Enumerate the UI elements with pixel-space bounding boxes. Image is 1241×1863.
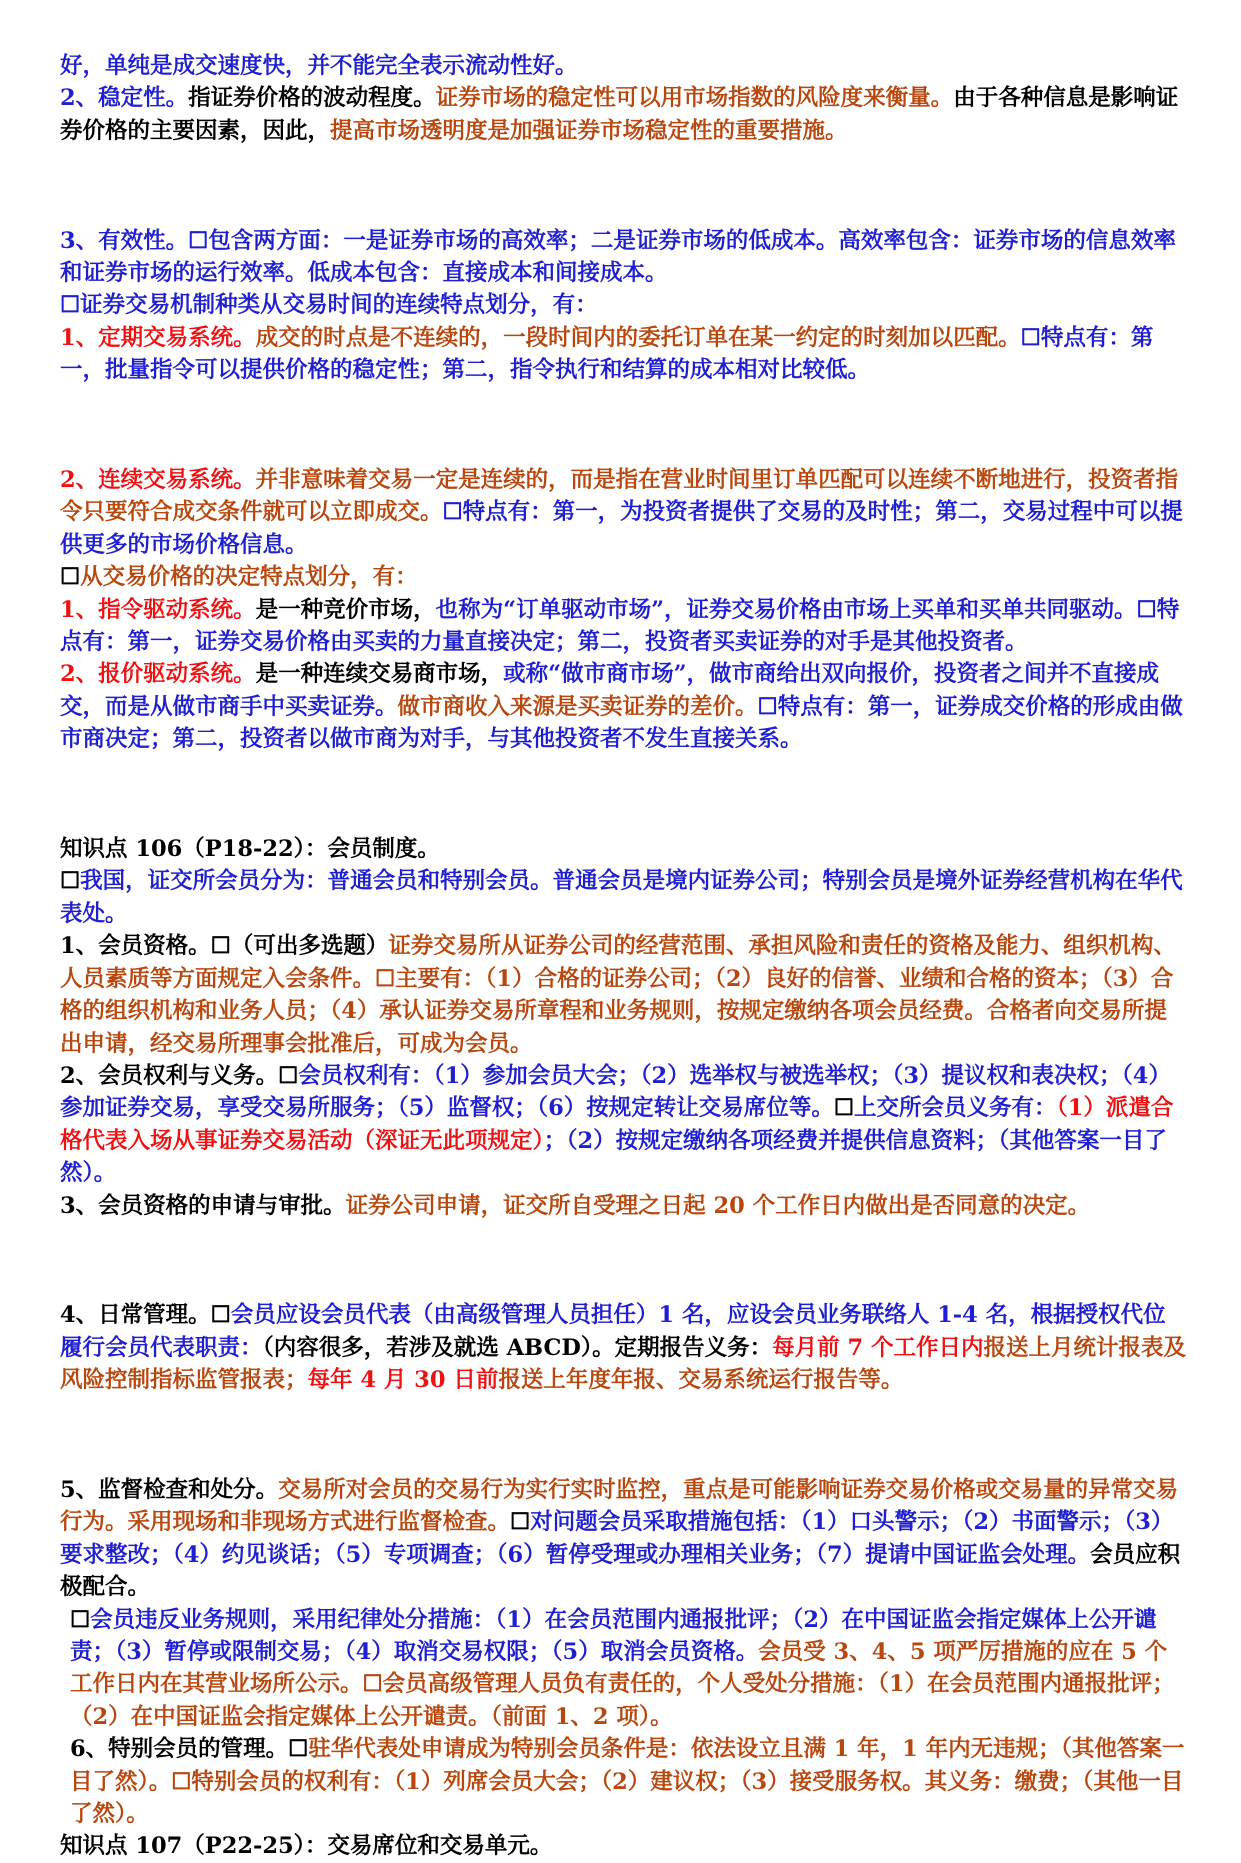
text-run: 2、会员权利与义务。☐ (60, 1062, 299, 1089)
text-run: 知识点 107（P22-25）：交易席位和交易单元。 (60, 1833, 553, 1860)
text-run: 从交易价格的决定特点划分，有： (80, 564, 418, 591)
text-run: 报送上月统计报表及风险控制指标监管报表； (60, 1334, 1187, 1394)
paragraph-member-rights (60, 1060, 1188, 1190)
text-run: ☐ (60, 564, 81, 591)
text-run: 1、会员资格。☐（可出多选题） (60, 933, 389, 960)
text-run: 2、稳定性。 (60, 85, 189, 112)
text-run: 好，单纯是成交速度快，并不能完全表示流动性好。 (60, 53, 578, 79)
text-run: 6、特别会员的管理。☐ (70, 1736, 309, 1763)
paragraph-member-application (60, 1190, 1188, 1222)
text-run: 上交所会员义务有： (854, 1095, 1057, 1122)
text-run: 1、指令驱动系统。 (60, 596, 256, 623)
text-run: ☐ (70, 1606, 91, 1633)
paragraph-member-types (60, 865, 1188, 930)
text-run: 会员应积极配合。 (60, 1541, 1181, 1601)
text-run: ☐ (60, 868, 81, 895)
text-run: ；（2）按规定缴纳各项经费并提供信息资料；（其他答案一目了然）。 (60, 1127, 1167, 1187)
paragraph-efficiency (60, 225, 1188, 290)
paragraph-quote-driven (60, 658, 1188, 755)
text-run: 驻华代表处申请成为特别会员条件是：依法设立且满 1 年，1 年内无违规；（其他答案一目了然）。☐特别会员的权利有：（1）列席会员大会；（2）建议权；（3）接受服务权。其义务：缴费；（其他一目了然）。 (70, 1736, 1185, 1828)
text-run: ☐特点有：第一，为投资者提供了交易的及时性；第二，交易过程中可以提供更多的市场价格信息。 (60, 499, 1183, 558)
paragraph-stability (60, 82, 1188, 147)
text-run: ☐ (510, 1509, 531, 1536)
text-run: 是一种竞价市场， (255, 596, 436, 623)
text-run: 3、有效性。☐包含两方面：一是证券市场的高效率；二是证券市场的低成本。高效率包含：证券市场的信息效率和证券市场的运行效率。低成本包含：直接成本和间接成本。 (60, 227, 1176, 287)
text-run: （内容很多，若涉及就选 ABCD）。定期报告义务： (262, 1334, 773, 1361)
text-run: 提高市场透明度是加强证券市场稳定性的重要措施。 (330, 117, 848, 144)
paragraph-member-qualification (60, 930, 1188, 1060)
paragraph-continuous-system (60, 464, 1188, 561)
gap (60, 409, 1188, 441)
heading-knowledge-107 (60, 1830, 1188, 1862)
text-run: 或称“做市商市场”，做市商给出双向报价，投资者之间并不直接成交，而是从做市商手中买卖证券。 (60, 661, 1160, 720)
text-run: ☐特点有：第一，证券成交价格的形成由做市商决定；第二，投资者以做市商为对手，与其他投资者不发生直接关系。 (60, 693, 1183, 753)
text-run: 证券交易所从证券公司的经营范围、承担风险和责任的资格及能力、组织机构、人员素质等方面 (60, 933, 1176, 992)
paragraph-mechanism-price (60, 561, 1188, 593)
paragraph-special-member (60, 1733, 1188, 1830)
text-run: 由于各种信息是影响证券价格的主要因素，因此， (60, 85, 1179, 144)
text-run: （1）派遣合格代表入场从事证券交易活动（深证无此项规定） (60, 1095, 1174, 1154)
text-run: 会员应设会员代表（由高级管理人员担任）1 名，应设会员业务联络人 1-4 名，根据授权代位履行会员代表职责： (60, 1302, 1166, 1361)
text-run: 证券公司申请，证交所自受理之日起 20 个工作日内做出是否同意的决定。 (345, 1192, 1091, 1219)
text-run: 成交的时点是不连续的，一段时间内的委托订单在某一约定的时刻加以匹配。 (255, 324, 1021, 351)
text-run: 证券市场的稳定性可以用市场指数的风险度来衡量。 (435, 85, 954, 112)
text-run: 规定入会条件。☐主要有：（1）合格的证券公司；（2）良好的信誉、业绩和合格的资本；（3）合格的组织机构和业务人员；（4）承认证券交易所章程和业务规则，按规定缴纳各项会员经费。合格者向交易所提出申请，经交易所理事会批准后，可成为会员。 (60, 965, 1174, 1057)
gap (60, 1244, 1188, 1276)
gap (60, 1419, 1188, 1451)
paragraph-discipline (60, 1604, 1188, 1734)
heading-knowledge-106 (60, 833, 1188, 865)
text-run: 对问题会员采取措施包括：（1）口头警示；（2）书面警示；（3）要求整改；（4）约见谈话；（5）专项调查；（6）暂停受理或办理相关业务；（7）提请中国证监会处理。 (60, 1509, 1174, 1568)
text-run: 1、定期交易系统。 (60, 324, 256, 351)
text-run: ☐证券交易机制种类从交易时间的连续特点划分，有： (60, 292, 598, 319)
gap (60, 778, 1188, 810)
text-run: 3、会员资格的申请与审批。 (60, 1192, 346, 1219)
text-run: 也称为“订单驱动市场”，证券交易价格由市场上买单和买单共同驱动。☐特点有：第一，证券交易价格由买卖的力量直接决定；第二，投资者买卖证券的对手是其他投资者。 (60, 596, 1180, 656)
text-run: 会员权利有：（1）参加会员大会；（2）选举权与被选举权；（3）提议权和表决权；（4）参加证券交易，享受交易所服务；（5）监督权；（6）按规定转让交易席位等。 (60, 1062, 1171, 1122)
text-run: 会员违反业务规则，采用纪律处分措施：（1）在会员范围内通报批评；（2）在中国证监会指定媒体上公开谴责；（3）暂停或限制交易；（4）取消交易权限；（5）取消会员资格。 (70, 1606, 1157, 1665)
paragraph-mechanism-time (60, 289, 1188, 321)
text-run: 会员受 3、4、5 项严厉措施的应在 5 个工作日内在其营业场所公示。☐会员高级管理人员负有责任的，个人受处分措施：（1）在会员范围内通报批评；（2）在中国证监会指定媒体上公开谴责。（前面 1、2 项）。 (70, 1638, 1175, 1730)
text-run: 4、日常管理。☐ (60, 1302, 231, 1329)
text-run: 是一种连续交易商市场， (255, 661, 504, 688)
gap (60, 170, 1188, 202)
text-run: 交易所对会员的交易行为实行实时监控，重点是可能影响证券交易价格或交易量的异常交易行为。采用现场和非现场方式进行监督检查。 (60, 1476, 1179, 1536)
text-run: 报送上年度年报、交易系统运行报告等。 (498, 1367, 904, 1394)
paragraph-supervision (60, 1474, 1188, 1604)
text-run: ☐特点有：第一，批量指令可以提供价格的稳定性；第二，指令执行和结算的成本相对比较低。 (60, 324, 1154, 384)
text-run: 指证券价格的波动程度。 (188, 85, 436, 112)
text-run: 我国，证交所会员分为：普通会员和特别会员。普通会员是境内证券公司；特别会员是境外证券经营机构在华代表处。 (60, 868, 1183, 927)
text-run: 并非意味着交易一定是连续的，而是指在营业时间里订单匹配可以连续不断地进行，投资者指令只要符合成交条件就可以立即成交。 (60, 467, 1179, 526)
paragraph-daily-management (60, 1299, 1188, 1396)
text-run: 每年 4 月 30 日前 (307, 1367, 499, 1394)
text-run: 每月前 7 个工作日内 (772, 1334, 984, 1361)
text-run: 知识点 106（P18-22）：会员制度。 (60, 836, 440, 863)
text-run: 做市商收入来源是买卖证券的差价。 (397, 693, 758, 720)
text-run: 2、报价驱动系统。 (60, 661, 256, 688)
document-page (60, 50, 1188, 1863)
text-run: 5、监督检查和处分。 (60, 1476, 279, 1503)
text-run: 2、连续交易系统。 (60, 467, 256, 494)
paragraph-liquidity-end (60, 50, 1188, 82)
paragraph-periodic-system (60, 322, 1188, 387)
paragraph-order-driven (60, 594, 1188, 659)
text-run: ☐ (833, 1095, 854, 1122)
